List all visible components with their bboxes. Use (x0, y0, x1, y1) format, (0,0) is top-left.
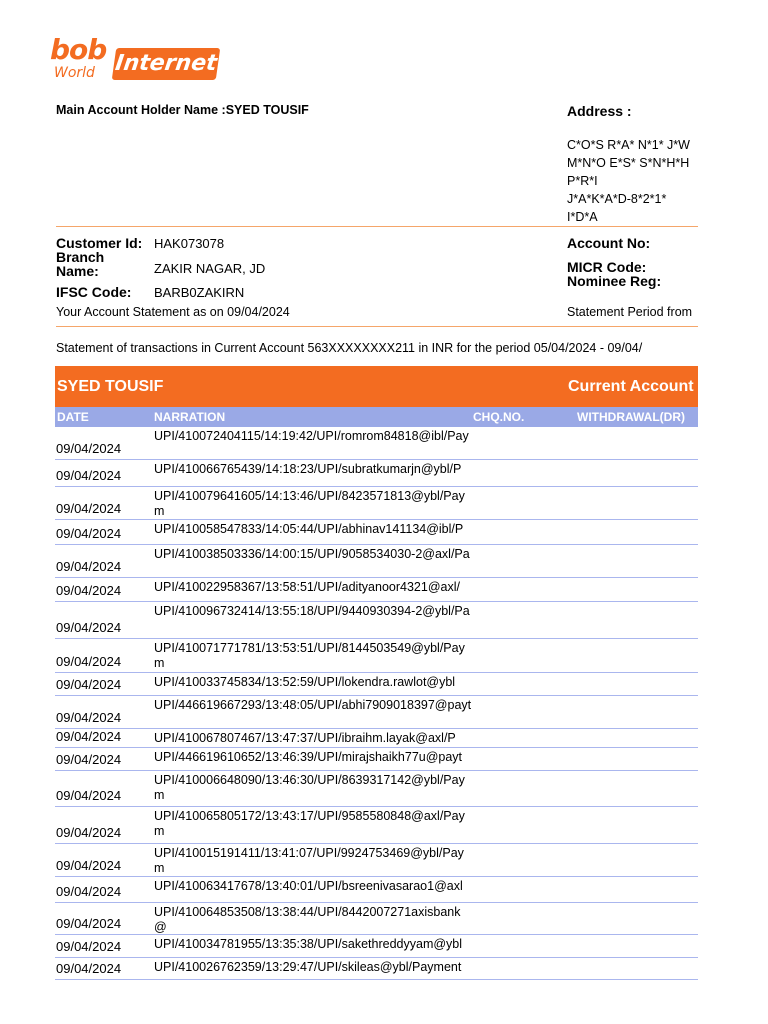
row-date: 09/04/2024 (56, 559, 122, 574)
banner-holder-name: SYED TOUSIF (57, 378, 164, 395)
row-date: 09/04/2024 (56, 654, 122, 669)
table-row (55, 903, 698, 935)
table-row (55, 807, 698, 844)
row-narration: UPI/410026762359/13:29:47/UPI/skileas@ybl/Payment (154, 960, 462, 974)
table-row (55, 460, 698, 487)
row-date: 09/04/2024 (56, 825, 122, 840)
row-date: 09/04/2024 (56, 468, 122, 483)
logo-bob-text: bob (50, 33, 107, 66)
row-date: 09/04/2024 (56, 858, 122, 873)
row-narration: UPI/410033745834/13:52:59/UPI/lokendra.rawlot@ybl (154, 675, 456, 689)
divider (56, 326, 698, 327)
row-narration: UPI/410079641605/14:13:46/UPI/8423571813@ybl/Paym (154, 489, 465, 518)
table-row (55, 771, 698, 807)
row-date: 09/04/2024 (56, 939, 122, 954)
row-narration: UPI/410022958367/13:58:51/UPI/adityanoor4321@axl/ (154, 580, 460, 594)
row-date: 09/04/2024 (56, 677, 122, 692)
row-narration: UPI/410063417678/13:40:01/UPI/bsreenivasarao1@axl (154, 879, 463, 893)
row-narration: UPI/410058547833/14:05:44/UPI/abhinav141134@ibl/P (154, 522, 464, 536)
row-date: 09/04/2024 (56, 916, 122, 931)
address-label: Address : (567, 103, 632, 119)
table-row (55, 578, 698, 602)
row-date: 09/04/2024 (56, 752, 122, 767)
row-narration: UPI/410071771781/13:53:51/UPI/8144503549@ybl/Paym (154, 641, 465, 670)
table-row (55, 877, 698, 903)
row-narration: UPI/410096732414/13:55:18/UPI/9440930394-2@ybl/Pa (154, 604, 470, 618)
header-narration: NARRATION (154, 410, 226, 424)
table-row (55, 729, 698, 748)
row-narration: UPI/410072404115/14:19:42/UPI/romrom84818@ibl/Pay (154, 429, 469, 443)
table-row (55, 958, 698, 980)
table-row (55, 673, 698, 696)
table-row (55, 545, 698, 578)
statement-as-on: Your Account Statement as on 09/04/2024 (56, 305, 290, 319)
logo-world-text: World (54, 65, 95, 81)
row-date: 09/04/2024 (56, 729, 122, 744)
row-date: 09/04/2024 (56, 441, 122, 456)
row-narration: UPI/410066765439/14:18:23/UPI/subratkumarjn@ybl/P (154, 462, 462, 476)
logo-internet-text: Internet (112, 48, 220, 80)
divider (56, 226, 698, 227)
nominee-reg-label: Nominee Reg: (567, 273, 662, 289)
address-line: I*D*A (567, 210, 598, 224)
table-row (55, 487, 698, 520)
table-row (55, 602, 698, 639)
address-line: P*R*I (567, 174, 598, 188)
branch-name-label: Branch Name: (56, 249, 105, 279)
table-row (55, 639, 698, 673)
ifsc-code-label: IFSC Code: (56, 284, 132, 300)
row-date: 09/04/2024 (56, 620, 122, 635)
ifsc-code-value: BARB0ZAKIRN (154, 285, 245, 300)
address-line: C*O*S R*A* N*1* J*W (567, 138, 690, 152)
row-date: 09/04/2024 (56, 526, 122, 541)
banner-account-type: Current Account (568, 378, 694, 395)
customer-id-label: Customer Id: (56, 235, 143, 251)
header-withdrawal: WITHDRAWAL(DR) (577, 410, 685, 424)
statement-period-from: Statement Period from (567, 305, 693, 319)
account-no-label: Account No: (567, 235, 651, 251)
micr-code-label: MICR Code: (567, 259, 647, 275)
table-row (55, 427, 698, 460)
branch-name-value: ZAKIR NAGAR, JD (154, 261, 266, 276)
row-date: 09/04/2024 (56, 583, 122, 598)
row-narration: UPI/410067807467/13:47:37/UPI/ibraihm.layak@axl/P (154, 731, 456, 745)
row-narration: UPI/410006648090/13:46:30/UPI/8639317142@ybl/Paym (154, 773, 465, 802)
table-row (55, 696, 698, 729)
row-date: 09/04/2024 (56, 788, 122, 803)
row-narration: UPI/446619610652/13:46:39/UPI/mirajshaikh77u@payt (154, 750, 463, 764)
row-narration: UPI/410038503336/14:00:15/UPI/9058534030-2@axl/Pa (154, 547, 470, 561)
row-date: 09/04/2024 (56, 884, 122, 899)
statement-description: Statement of transactions in Current Account 563XXXXXXXX211 in INR for the period 05/04/2024 - 09/04/ (56, 341, 643, 355)
bob-world-internet-logo (50, 33, 220, 86)
row-date: 09/04/2024 (56, 961, 122, 976)
table-row (55, 935, 698, 958)
row-narration: UPI/410034781955/13:35:38/UPI/sakethreddyyam@ybl (154, 937, 463, 951)
main-account-holder-name: Main Account Holder Name :SYED TOUSIF (56, 103, 309, 117)
account-banner (55, 366, 698, 407)
table-row (55, 520, 698, 545)
row-narration: UPI/446619667293/13:48:05/UPI/abhi7909018397@payt (154, 698, 472, 712)
address-line: J*A*K*A*D-8*2*1* (567, 192, 667, 206)
row-date: 09/04/2024 (56, 710, 122, 725)
header-date: DATE (57, 410, 89, 424)
table-row (55, 748, 698, 771)
row-narration: UPI/410015191411/13:41:07/UPI/9924753469@ybl/Paym (154, 846, 464, 875)
row-narration: UPI/410064853508/13:38:44/UPI/8442007271axisbank@ (154, 905, 461, 934)
row-narration: UPI/410065805172/13:43:17/UPI/9585580848@axl/Paym (154, 809, 465, 838)
table-header (55, 407, 698, 427)
table-row (55, 844, 698, 877)
header-chq-no: CHQ.NO. (473, 410, 525, 424)
customer-id-value: HAK073078 (154, 236, 225, 251)
row-date: 09/04/2024 (56, 501, 122, 516)
address-line: M*N*O E*S* S*N*H*H (567, 156, 690, 170)
